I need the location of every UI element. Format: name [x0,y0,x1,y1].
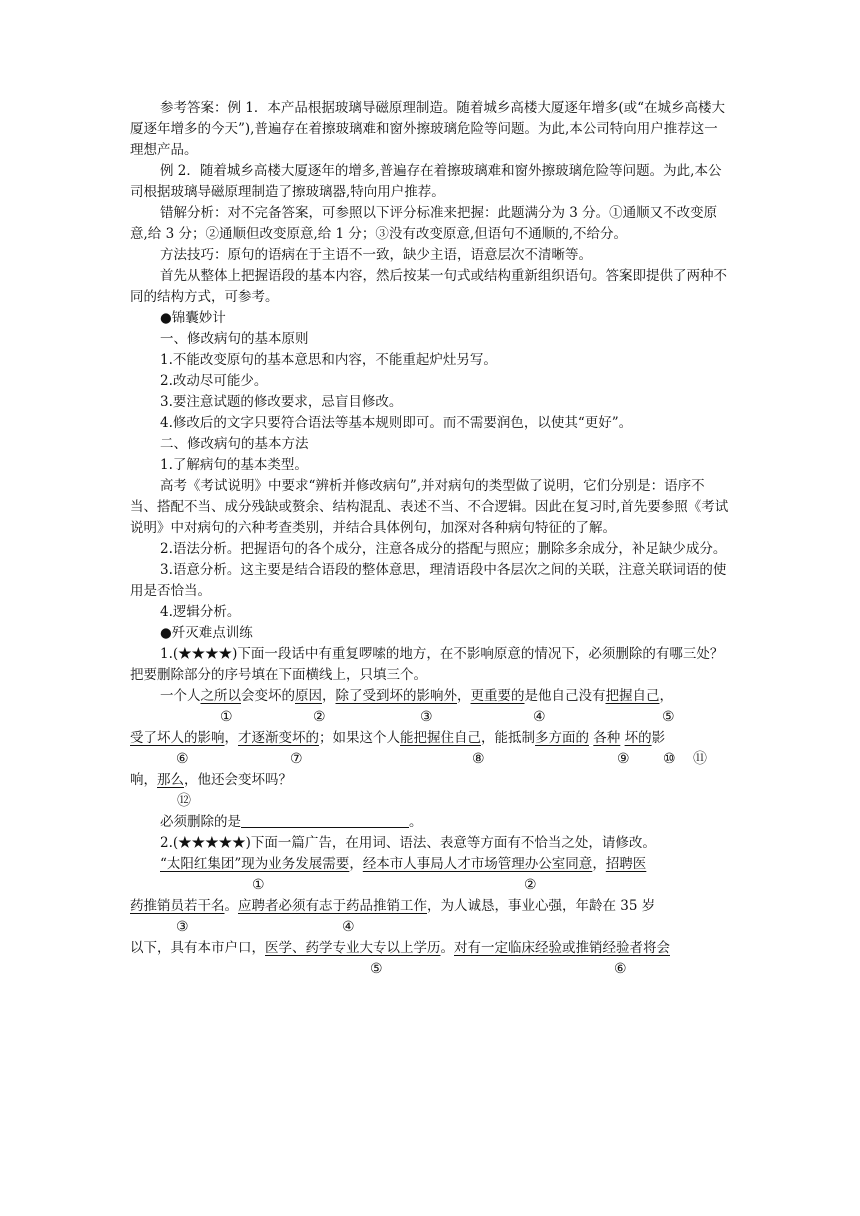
q2-text: 。 [224,898,238,914]
q1-underlined: 之所以 [200,688,241,704]
error-analysis: 错解分析：对不完备答案，可参照以下评分标准来把握：此题满分为 3 分。①通顺又不改变原意,给 3 分；②通顺但改变原意,给 1 分；③没有改变原意,但语句不通顺的,不给分。 [130,205,718,242]
q1-text: ，能抵制 [481,730,535,746]
section-2-title: 二、修改病句的基本方法 [160,436,309,452]
q2-text: ， [592,856,606,872]
answer-blank[interactable] [241,813,409,828]
q1-underlined: 多方面的 [535,730,589,746]
q2-text: 以下，具有本市户口， [130,940,265,956]
q1-underlined: 受了坏人的影响 [130,730,225,746]
q1-text: ；如果这个人 [319,730,400,746]
marker: ① [252,877,265,893]
question-1: 1.(★★★★)下面一段话中有重复啰嗦的地方，在不影响原意的情况下，必须删除的有哪三处？把要删除部分的序号填在下面横线上，只填三个。 [130,646,724,683]
training-heading: ●歼灭难点训练 [160,625,253,641]
fill-label: 必须删除的是 [160,814,241,830]
q1-underlined: 除了受到坏的影响外 [335,688,457,704]
principle-2: 2.改动尽可能少。 [160,373,268,389]
q1-text: ， [659,688,673,704]
q1-text: ，他还会变坏吗？ [184,772,292,788]
q1-marks-line-3 [130,791,730,812]
section-1-title: 一、修改病句的基本原则 [160,331,309,347]
approach-paragraph: 首先从整体上把握语段的基本内容，然后按某一句式或结构重新组织语句。答案即提供了两种不同的结构方式，可参考。 [130,268,727,305]
marker: ② [313,709,326,725]
q1-underlined: 那么 [157,772,184,788]
q2-underlined: 药推销员若干名 [130,898,225,914]
q1-text: 的 [281,688,295,704]
q1-text: 会变坏 [241,688,282,704]
q1-underlined: 更重要的 [470,688,525,704]
q1-sentence-line-3 [130,770,730,791]
q1-text: 是他自己没有 [524,688,606,704]
marker: ⑦ [290,751,303,767]
method-1-detail: 高考《考试说明》中要求“辨析并修改病句”,并对病句的类型做了说明，它们分别是：语序不当、搭配不当、成分残缺或赘余、结构混乱、表述不当、不合逻辑。因此在复习时,首先要参照《考试说明》中对病句的六种考查类别，并结合具体例句，加深对各种病句特征的了解。 [130,478,729,536]
q2-sentence-line-3 [130,938,730,959]
method-2: 2.语法分析。把握语句的各个成分，注意各成分的搭配与照应；删除多余成分，补足缺少成分。 [160,541,727,557]
q1-text: ， [224,730,238,746]
q2-marks-line-1 [130,875,730,896]
q1-marks-line-2 [130,749,730,770]
marker: ⑨ [617,751,630,767]
marker: ⑫ [177,793,191,809]
q2-sentence-line-2 [130,896,730,917]
q1-text: 影 [651,730,666,746]
question-2: 2.(★★★★★)下面一篇广告，在用词、语法、表意等方面有不恰当之处，请修改。 [160,835,656,851]
document-page [130,98,730,980]
q1-text: 一个人 [160,688,201,704]
q2-marks-line-3 [130,959,730,980]
marker: ⑪ [693,751,707,767]
marker: ③ [420,709,433,725]
q2-underlined: 经本市人事局人才市场管理办公室同意 [362,856,593,872]
principle-1: 1.不能改变原句的基本意思和内容，不能重起炉灶另写。 [160,352,497,368]
q1-sentence-line-1 [130,686,730,707]
marker: ④ [533,709,546,725]
q2-text: ， [349,856,363,872]
marker: ⑧ [472,751,485,767]
principle-4: 4.修改后的文字只要符合语法等基本规则即可。而不需要润色，以使其“更好”。 [160,415,633,431]
marker: ⑩ [663,751,676,767]
q2-marks-line-2 [130,917,730,938]
fill-end: 。 [409,814,423,830]
method-3: 3.语意分析。这主要是结合语段的整体意思，理清语段中各层次之间的关联，注意关联词语的使用是否恰当。 [130,562,727,599]
q1-underlined: 才逐渐变坏的 [238,730,319,746]
marker: ⑤ [370,961,383,977]
marker: ① [220,709,233,725]
marker: ⑥ [614,961,627,977]
q1-underlined: 原因 [295,688,322,704]
answer-example-2: 例 2．随着城乡高楼大厦逐年的增多,普遍存在着擦玻璃难和窗外擦玻璃危险等问题。为此,本公司根据玻璃导磁原理制造了擦玻璃器,特向用户推荐。 [130,163,722,200]
method-tips: 方法技巧：原句的语病在于主语不一致，缺少主语，语意层次不清晰等。 [160,247,592,263]
principle-3: 3.要注意试题的修改要求，忌盲目修改。 [160,394,403,410]
marker: ⑥ [176,751,189,767]
q1-text: 响， [130,772,157,788]
q1-fill-line [130,812,730,833]
q1-underlined: 各种 [593,730,621,746]
marker: ③ [176,919,189,935]
q1-text: ， [457,688,471,704]
q2-underlined: “太阳红集团”现为业务发展需要 [160,856,350,872]
marker: ② [524,877,537,893]
q2-underlined: 医学、药学专业大专以上学历 [265,940,441,956]
q1-text: ， [322,688,336,704]
q2-underlined: 对有一定临床经验或推销经验者将会 [454,940,670,956]
q2-text: ，为人诚恳，事业心强，年龄在 35 岁 [427,898,656,914]
marker: ④ [342,919,355,935]
q2-underlined: 应聘者必须有志于药品推销工作 [238,898,427,914]
method-1: 1.了解病句的基本类型。 [160,457,308,473]
q1-underlined: 把握自己 [605,688,660,704]
q1-marks-line-1 [130,707,730,728]
method-4: 4.逻辑分析。 [160,604,241,620]
marker: ⑤ [662,709,675,725]
q1-underlined: 坏的 [624,730,652,746]
q2-text: 。 [440,940,454,956]
answer-example-1: 参考答案：例 1．本产品根据玻璃导磁原理制造。随着城乡高楼大厦逐年增多(或“在城乡高楼大厦逐年增多的今天”),普遍存在着擦玻璃难和窗外擦玻璃危险等问题。为此,本公司特向用户推荐这一理想产品。 [130,100,726,158]
q1-sentence-line-2 [130,728,730,749]
q1-underlined: 能把握住自己 [400,730,481,746]
q2-underlined: 招聘医 [605,856,647,872]
q2-sentence-line-1 [130,854,730,875]
tips-heading: ●锦囊妙计 [160,310,226,326]
